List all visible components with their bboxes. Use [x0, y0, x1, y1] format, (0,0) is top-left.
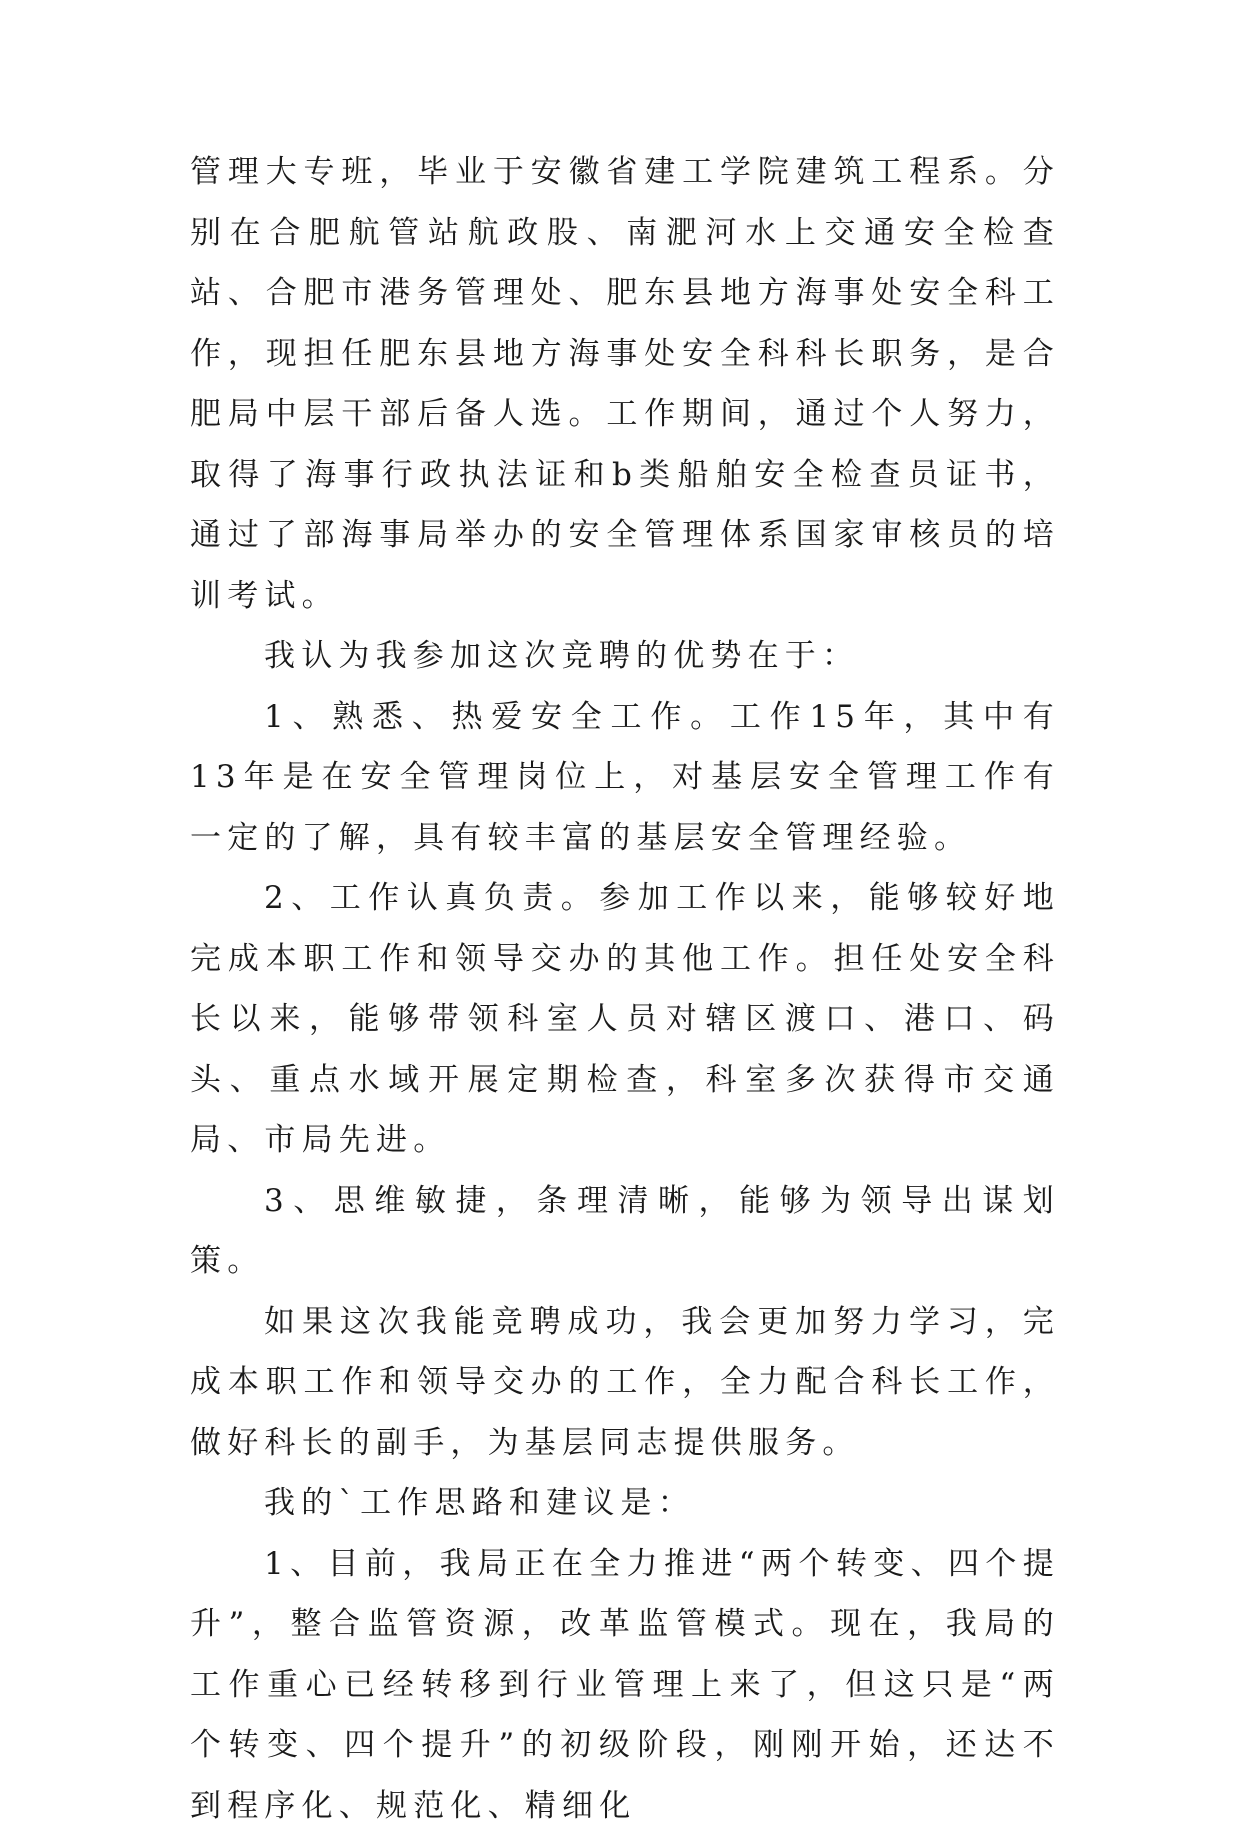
- paragraph-commitment: 如果这次我能竞聘成功，我会更加努力学习，完成本职工作和领导交办的工作，全力配合科长工作，做好科长的副手，为基层同志提供服务。: [190, 1292, 1060, 1474]
- paragraph-advantage-1: 1、熟悉、热爱安全工作。工作15年，其中有13年是在安全管理岗位上，对基层安全管理工作有一定的了解，具有较丰富的基层安全管理经验。: [190, 687, 1060, 869]
- paragraph-continued-background: 管理大专班，毕业于安徽省建工学院建筑工程系。分别在合肥航管站航政股、南淝河水上交通安全检查站、合肥市港务管理处、肥东县地方海事处安全科工作，现担任肥东县地方海事处安全科科长职务，是合肥局中层干部后备人选。工作期间，通过个人努力，取得了海事行政执法证和b类船舶安全检查员证书，通过了部海事局举办的安全管理体系国家审核员的培训考试。: [190, 142, 1060, 626]
- document-body: [190, 142, 1060, 1836]
- paragraph-advantages-intro: 我认为我参加这次竞聘的优势在于：: [190, 626, 1060, 687]
- paragraph-advantage-3: 3、思维敏捷，条理清晰，能够为领导出谋划策。: [190, 1171, 1060, 1292]
- paragraph-idea-1: 1、目前，我局正在全力推进“两个转变、四个提升”，整合监管资源，改革监管模式。现在，我局的工作重心已经转移到行业管理上来了，但这只是“两个转变、四个提升”的初级阶段，刚刚开始，还达不到程序化、规范化、精细化: [190, 1534, 1060, 1836]
- paragraph-advantage-2: 2、工作认真负责。参加工作以来，能够较好地完成本职工作和领导交办的其他工作。担任处安全科长以来，能够带领科室人员对辖区渡口、港口、码头、重点水域开展定期检查，科室多次获得市交通局、市局先进。: [190, 868, 1060, 1171]
- paragraph-ideas-intro: 我的`工作思路和建议是：: [190, 1473, 1060, 1534]
